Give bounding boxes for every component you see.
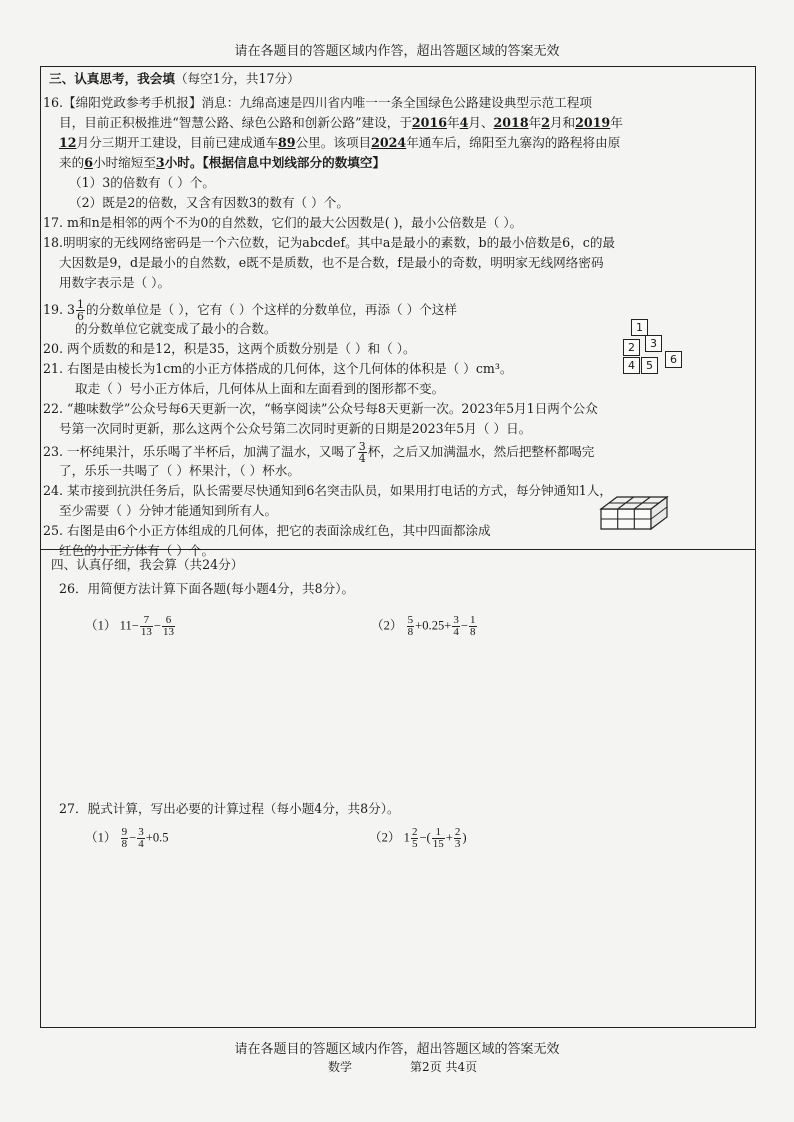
q27-problem-2 <box>369 827 467 850</box>
cube-2: 2 <box>623 339 640 356</box>
q16-month: 2 <box>541 115 550 130</box>
q16-km: 89 <box>278 135 296 150</box>
cube-figure-q21 <box>621 315 711 387</box>
fraction <box>411 827 419 850</box>
q23-text: 23. 一杯纯果汁，乐乐喝了半杯后，加满了温水，又喝了 <box>43 444 357 459</box>
expr: − <box>460 618 468 633</box>
q23-fraction <box>358 441 367 464</box>
q26-title: 26．用简便方法计算下面各题(每小题4分，共8分）。 <box>59 581 355 596</box>
q23-line-1 <box>43 441 594 464</box>
denominator: 5 <box>411 838 418 850</box>
denominator: 8 <box>407 626 414 638</box>
q16-text: 目，目前正积极推进“智慧公路、绿色公路和创新公路”建设，于 <box>59 115 412 130</box>
denominator: 3 <box>454 838 461 850</box>
numerator: 2 <box>411 826 418 838</box>
fraction <box>469 615 477 638</box>
q16-hours: 3 <box>155 155 165 170</box>
q27-title: 27．脱式计算，写出必要的计算过程（每小题4分，共8分）。 <box>59 801 400 816</box>
section-4-score: （共24分） <box>176 557 244 572</box>
q16-line-2 <box>59 115 623 131</box>
numerator: 1 <box>432 827 445 839</box>
q16-line-1: 16.【绵阳党政参考手机报】消息：九绵高速是四川省内唯一一条全国绿色公路建设典型示范工程项 <box>43 95 592 110</box>
problem-index: （2） <box>369 830 401 845</box>
numerator: 1 <box>470 614 476 626</box>
section-3-title: 三、认真思考，我会填 <box>49 71 175 86</box>
denominator: 13 <box>162 626 174 638</box>
numerator: 2 <box>454 826 461 838</box>
q16-year: 2019 <box>575 115 611 130</box>
q19-text: 的分数单位是（ ），它有（ ）个这样的分数单位，再添（ ）个这样 <box>86 302 457 317</box>
q16-text: 小时缩短至 <box>92 155 156 170</box>
q21-line-2: 取走（ ）号小正方体后，几何体从上面和左面看到的图形都不变。 <box>75 381 445 396</box>
cube-1: 1 <box>631 319 648 336</box>
q16-text: 小时。【根据信息中划线部分的数填空】 <box>164 155 386 170</box>
numerator: 5 <box>407 614 414 626</box>
denominator: 8 <box>470 626 476 638</box>
q21-line-1: 21. 右图是由棱长为1cm的小正方体搭成的几何体，这个几何体的体积是（ ）cm³。 <box>43 361 513 376</box>
numerator: 3 <box>453 614 459 626</box>
expr: − <box>129 830 137 845</box>
problem-index: （2） <box>371 618 403 633</box>
q16-line-3 <box>59 135 620 151</box>
expr: + <box>445 830 453 845</box>
q16-text: 来的 <box>59 155 85 170</box>
expr: +0.25+ <box>415 618 452 633</box>
q16-sub-1: （1）3的倍数有（ ）个。 <box>69 175 215 190</box>
expr: − <box>153 618 161 633</box>
page-header-notice: 请在各题目的答题区域内作答，超出答题区域的答案无效 <box>234 44 560 59</box>
fraction <box>162 615 175 638</box>
expr: ) <box>462 830 467 845</box>
cube-5: 5 <box>641 357 658 374</box>
q26-problem-1 <box>85 615 176 638</box>
q18-line-1: 18.明明家的无线网络密码是一个六位数，记为abcdef。其中a是最小的素数，b的最小倍数是6，c的最 <box>43 235 616 250</box>
q16-month: 12 <box>59 135 77 150</box>
q16-year: 2016 <box>411 115 447 130</box>
q23-text: 杯，之后又加满温水，然后把整杯都喝完 <box>367 444 595 459</box>
q19-line-2: 的分数单位它就变成了最小的合数。 <box>75 321 277 336</box>
q16-month: 4 <box>459 115 469 130</box>
numerator: 1 <box>77 298 85 311</box>
expr: 11− <box>119 618 139 633</box>
numerator: 6 <box>162 615 175 627</box>
q16-text: 年 <box>528 115 542 130</box>
q24-line-2: 至少需要（ ）分钟才能通知到所有人。 <box>59 503 278 518</box>
problem-index: （1） <box>85 830 117 845</box>
q17: 17. m和n是相邻的两个不为0的自然数，它们的最大公因数是( )，最小公倍数是（ ）。 <box>43 215 523 230</box>
q25-text: 红色的小正方体有（ ）个。 <box>59 543 215 558</box>
expr: −( <box>419 830 431 845</box>
numerator: 7 <box>140 615 153 627</box>
q16-text: 月、 <box>468 115 494 130</box>
fraction <box>432 827 445 850</box>
section-4-title: 四、认真仔细，我会算 <box>51 557 177 572</box>
footer-page-number: 第2页 共4页 <box>410 1060 478 1074</box>
denominator: 4 <box>453 626 459 638</box>
section-4-heading <box>51 557 243 573</box>
q22-line-2: 号第一次同时更新，那么这两个公众号第二次同时更新的日期是2023年5月（ ）日。 <box>59 421 532 436</box>
fraction <box>137 827 145 850</box>
cube-3: 3 <box>645 335 662 352</box>
q19-line-1 <box>43 299 457 322</box>
answer-frame <box>40 66 756 1028</box>
q16-line-4 <box>59 155 385 171</box>
q19-fraction <box>76 299 85 322</box>
q22-line-1: 22. “趣味数学”公众号每6天更新一次，“畅享阅读”公众号每8天更新一次。2023年5月1日两个公众 <box>43 401 598 416</box>
denominator: 6 <box>77 310 85 323</box>
cube-4: 4 <box>623 357 640 374</box>
footer-subject: 数学 <box>328 1060 353 1074</box>
fraction <box>454 827 462 850</box>
q16-hours: 6 <box>84 155 93 170</box>
section-3-heading <box>49 71 300 87</box>
q18-line-2: 大因数是9，d是最小的自然数，e既不是质数，也不是合数，f是最小的奇数，明明家无线网络密码 <box>59 255 604 270</box>
q18-line-3: 用数字表示是（ ）。 <box>59 275 171 290</box>
denominator: 4 <box>358 452 366 465</box>
q26-problem-2 <box>371 615 478 638</box>
q24-line-1: 24. 某市接到抗洪任务后，队长需要尽快通知到6名突击队员，如果用打电话的方式，每分钟通知1人， <box>43 483 612 498</box>
whole: 1 <box>403 830 410 845</box>
expr: +0.5 <box>145 830 169 845</box>
denominator: 8 <box>121 838 128 850</box>
fraction <box>140 615 153 638</box>
numerator: 3 <box>358 440 366 453</box>
problem-index: （1） <box>85 618 117 633</box>
q25-line-1: 25. 右图是由6个小正方体组成的几何体，把它的表面涂成红色，其中四面都涂成 <box>43 523 491 538</box>
q16-text: 年 <box>610 115 623 130</box>
denominator: 4 <box>138 838 144 850</box>
q16-text: 月分三期开工建设，目前已建成通车 <box>76 135 279 150</box>
q16-year: 2024 <box>371 135 407 150</box>
box-figure-q25 <box>597 495 673 531</box>
denominator: 13 <box>140 626 152 638</box>
q16-text: 年通车后，绵阳至九寨沟的路程将由原 <box>406 135 621 150</box>
q23-line-2: 了，乐乐一共喝了（ ）杯果汁，（ ）杯水。 <box>59 463 300 478</box>
q20: 20. 两个质数的和是12，积是35，这两个质数分别是（ ）和（ ）。 <box>43 341 416 356</box>
q16-sub-2: （2）既是2的倍数，又含有因数3的数有（ ）个。 <box>69 195 349 210</box>
q16-year: 2018 <box>493 115 529 130</box>
section-3 <box>41 67 755 558</box>
fraction <box>407 615 415 638</box>
section-3-score: （每空1分，共17分） <box>174 71 300 86</box>
numerator: 9 <box>121 826 128 838</box>
q16-text: 月和 <box>549 115 576 130</box>
q27-problem-1 <box>85 827 169 850</box>
denominator: 15 <box>432 838 444 850</box>
q16-text: 年 <box>446 115 460 130</box>
q19-whole: 19. 3 <box>43 302 76 317</box>
fraction <box>121 827 129 850</box>
footer-notice: 请在各题目的答题区域内作答，超出答题区域的答案无效 <box>234 1042 560 1057</box>
fraction <box>452 615 460 638</box>
numerator: 3 <box>138 826 144 838</box>
q16-text: 公里。该项目 <box>295 135 372 150</box>
cube-6: 6 <box>665 351 682 368</box>
